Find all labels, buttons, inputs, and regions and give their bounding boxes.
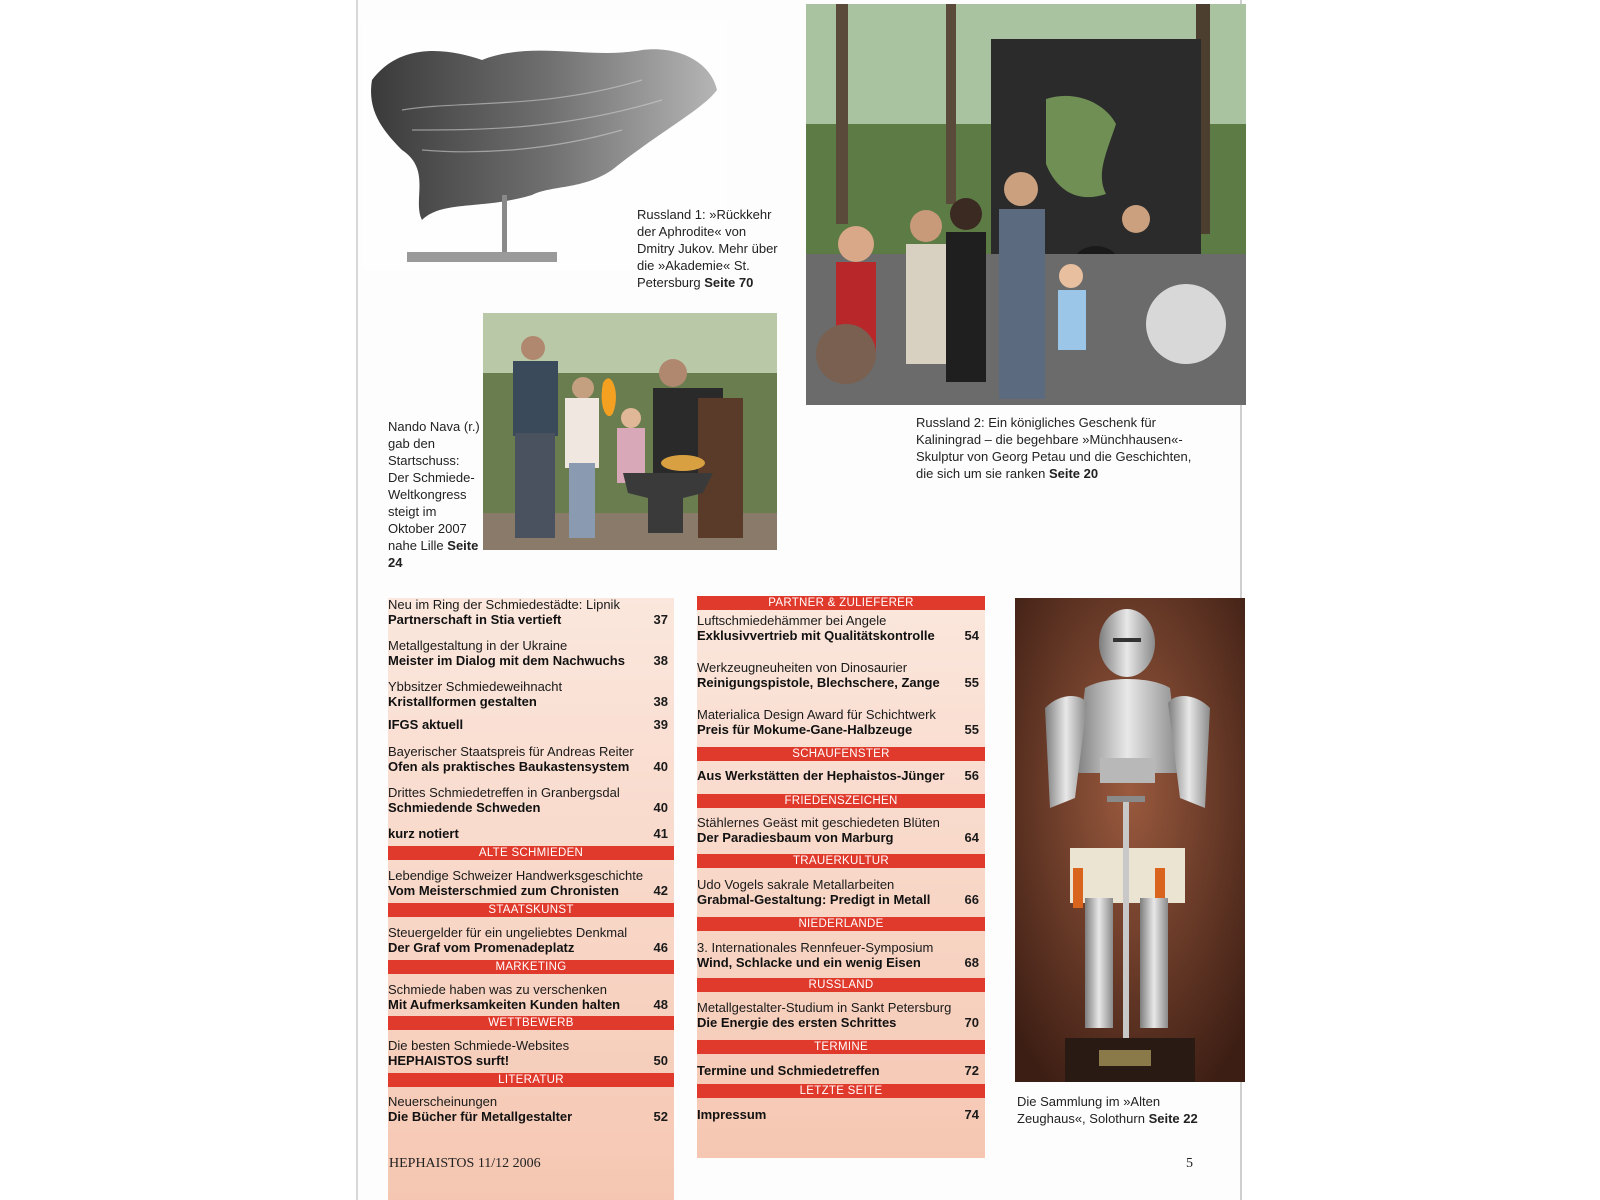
toc-entry-kicker: Die besten Schmiede-Websites [388, 1038, 570, 1053]
forge-photo [483, 313, 777, 550]
section-termine: TERMINE [697, 1040, 985, 1054]
toc-entry-title: IFGS aktuell [388, 717, 464, 732]
toc-entry[interactable] [697, 614, 985, 643]
muenchhausen-photo [806, 4, 1246, 405]
toc-entry-kicker: Werkzeugneuheiten von Dinosaurier [697, 660, 908, 675]
toc-entry[interactable] [697, 1063, 985, 1078]
toc-entry[interactable] [388, 1039, 674, 1068]
caption-russland-2-text: Russland 2: Ein königliches Geschenk für Kaliningrad – die begehbare »Münchhausen«-Skulptur von Georg Petau und die Geschichten, die sich um sie ranken [916, 415, 1192, 481]
section-niederlande: NIEDERLANDE [697, 917, 985, 931]
caption-russland-1-text: Russland 1: »Rückkehr der Aphrodite« von Dmitry Jukov. Mehr über die »Akademie« St. Petersburg [637, 207, 778, 290]
section-alte-schmieden: ALTE SCHMIEDEN [388, 846, 674, 860]
toc-entry-page: 64 [964, 830, 979, 845]
toc-entry-page: 72 [964, 1063, 979, 1078]
footer-page-number: 5 [1186, 1156, 1193, 1171]
section-russland: RUSSLAND [697, 978, 985, 992]
toc-entry-title: Aus Werkstätten der Hephaistos-Jünger [697, 768, 945, 783]
toc-entry-page: 74 [964, 1107, 979, 1122]
section-staatskunst: STAATSKUNST [388, 903, 674, 917]
toc-entry-kicker: Neuerscheinungen [388, 1094, 498, 1109]
toc-entry-kicker: Lebendige Schweizer Handwerksgeschichte [388, 868, 644, 883]
caption-nava-page[interactable]: Seite 24 [388, 538, 479, 570]
toc-entry[interactable] [388, 1095, 674, 1124]
toc-entry-title: Die Bücher für Metallgestalter [388, 1109, 573, 1124]
toc-entry[interactable] [388, 639, 674, 668]
toc-entry[interactable] [388, 869, 674, 898]
toc-entry-page: 70 [964, 1015, 979, 1030]
toc-entry-title: Exklusivvertrieb mit Qualitätskontrolle [697, 628, 935, 643]
toc-entry[interactable] [388, 745, 674, 774]
toc-entry-title: Der Paradiesbaum von Marburg [697, 830, 894, 845]
toc-entry[interactable] [697, 768, 985, 783]
toc-entry-page: 37 [653, 612, 668, 627]
crowd-illustration [806, 4, 1246, 405]
toc-entry-kicker: Udo Vogels sakrale Metallarbeiten [697, 877, 895, 892]
toc-entry-page: 38 [653, 653, 668, 668]
toc-entry[interactable] [388, 786, 674, 815]
caption-russland-1-page[interactable]: Seite 70 [704, 275, 754, 290]
toc-entry-title: kurz notiert [388, 826, 459, 841]
toc-entry[interactable] [697, 816, 985, 845]
toc-entry[interactable] [697, 941, 985, 970]
toc-left [388, 598, 674, 1200]
toc-entry-title: Vom Meisterschmied zum Chronisten [388, 883, 619, 898]
toc-entry[interactable] [697, 878, 985, 907]
footer-magazine-issue: HEPHAISTOS 11/12 2006 [389, 1156, 541, 1171]
toc-entry-title: Kristallformen gestalten [388, 694, 537, 709]
toc-entry-title: Preis für Mokume-Gane-Halbzeuge [697, 722, 913, 737]
section-literatur: LITERATUR [388, 1073, 674, 1087]
toc-entry-title: Reinigungspistole, Blechschere, Zange [697, 675, 940, 690]
toc-entry-kicker: Metallgestalter-Studium in Sankt Petersburg [697, 1000, 952, 1015]
toc-entry[interactable] [388, 983, 674, 1012]
toc-entry-kicker: Neu im Ring der Schmiedestädte: Lipnik [388, 597, 620, 612]
toc-entry-title: Ofen als praktisches Baukastensystem [388, 759, 630, 774]
toc-entry-title: Termine und Schmiedetreffen [697, 1063, 880, 1078]
toc-entry-title: Partnerschaft in Stia vertieft [388, 612, 562, 627]
toc-entry-page: 41 [653, 826, 668, 841]
toc-entry-title: Wind, Schlacke und ein wenig Eisen [697, 955, 921, 970]
caption-armor-text: Die Sammlung im »Alten Zeughaus«, Solothurn [1017, 1094, 1161, 1126]
toc-entry-title: Mit Aufmerksamkeiten Kunden halten [388, 997, 621, 1012]
toc-entry-page: 40 [653, 759, 668, 774]
section-partner-zulieferer: PARTNER & ZULIEFERER [697, 596, 985, 610]
toc-entry-page: 46 [653, 940, 668, 955]
toc-entry-title: Grabmal-Gestaltung: Predigt in Metall [697, 892, 931, 907]
caption-armor-page[interactable]: Seite 22 [1148, 1111, 1198, 1126]
toc-entry-kicker: Luftschmiedehämmer bei Angele [697, 613, 887, 628]
toc-entry-kicker: Metallgestaltung in der Ukraine [388, 638, 568, 653]
toc-entry-page: 52 [653, 1109, 668, 1124]
toc-entry-kicker: Schmiede haben was zu verschenken [388, 982, 607, 997]
section-letzte-seite: LETZTE SEITE [697, 1084, 985, 1098]
caption-russland-2 [916, 414, 1206, 482]
section-trauerkultur: TRAUERKULTUR [697, 854, 985, 868]
toc-entry-kicker: Steuergelder für ein ungeliebtes Denkmal [388, 925, 628, 940]
toc-entry-page: 66 [964, 892, 979, 907]
armor-illustration [1015, 598, 1245, 1082]
toc-entry-title: Schmiedende Schweden [388, 800, 541, 815]
toc-entry-page: 50 [653, 1053, 668, 1068]
toc-entry-page: 68 [964, 955, 979, 970]
caption-nava [388, 418, 481, 571]
toc-entry[interactable] [388, 598, 674, 627]
toc-entry[interactable] [697, 708, 985, 737]
toc-entry-title: Impressum [697, 1107, 767, 1122]
toc-entry[interactable] [697, 661, 985, 690]
toc-entry[interactable] [388, 826, 674, 841]
section-marketing: MARKETING [388, 960, 674, 974]
toc-entry-kicker: Stählernes Geäst mit geschiedeten Blüten [697, 815, 940, 830]
armor-photo [1015, 598, 1245, 1082]
toc-entry[interactable] [697, 1107, 985, 1122]
toc-entry-page: 40 [653, 800, 668, 815]
toc-entry[interactable] [388, 926, 674, 955]
section-schaufenster: SCHAUFENSTER [697, 747, 985, 761]
toc-entry-page: 39 [653, 717, 668, 732]
toc-entry-kicker: Drittes Schmiedetreffen in Granbergsdal [388, 785, 620, 800]
toc-entry-kicker: Bayerischer Staatspreis für Andreas Reiter [388, 744, 634, 759]
section-wettbewerb: WETTBEWERB [388, 1016, 674, 1030]
toc-entry-title: HEPHAISTOS surft! [388, 1053, 510, 1068]
toc-entry-page: 48 [653, 997, 668, 1012]
toc-entry[interactable] [697, 1001, 985, 1030]
toc-entry-kicker: 3. Internationales Rennfeuer-Symposium [697, 940, 934, 955]
toc-entry[interactable] [388, 680, 674, 709]
toc-entry-page: 55 [964, 722, 979, 737]
toc-entry-kicker: Materialica Design Award für Schichtwerk [697, 707, 936, 722]
toc-entry-title: Meister im Dialog mit dem Nachwuchs [388, 653, 625, 668]
toc-entry-page: 56 [964, 768, 979, 783]
toc-entry-page: 38 [653, 694, 668, 709]
caption-nava-text: Nando Nava (r.) gab den Startschuss: Der Schmiede-Weltkongress steigt im Oktober 2007 nahe Lille [388, 419, 480, 553]
toc-entry-kicker: Ybbsitzer Schmiedeweihnacht [388, 679, 563, 694]
caption-russland-1 [637, 206, 787, 291]
toc-middle [697, 596, 985, 1158]
toc-entry-page: 54 [964, 628, 979, 643]
toc-entry-page: 55 [964, 675, 979, 690]
toc-entry-title: Der Graf vom Promenadeplatz [388, 940, 575, 955]
toc-entry-title: Die Energie des ersten Schrittes [697, 1015, 897, 1030]
toc-entry[interactable] [388, 717, 674, 732]
section-friedenszeichen: FRIEDENSZEICHEN [697, 794, 985, 808]
caption-armor [1017, 1093, 1227, 1127]
forge-illustration [483, 313, 777, 550]
caption-russland-2-page[interactable]: Seite 20 [1048, 466, 1099, 481]
toc-entry-page: 42 [653, 883, 668, 898]
